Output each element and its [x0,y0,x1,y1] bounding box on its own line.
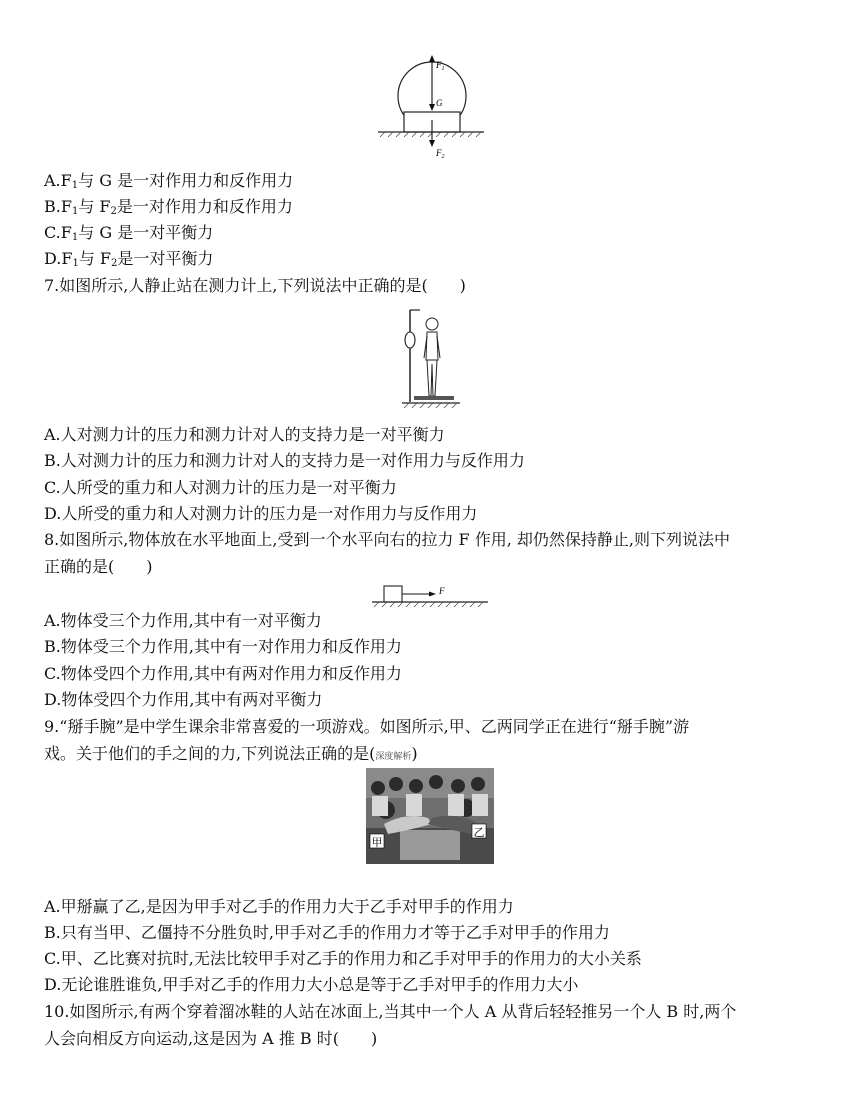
q6-option-a: $A.F_1$与 G 是一对作用力和反作用力 [44,171,294,191]
f2-arrowhead [429,140,435,147]
person-on-scale-figure [400,306,462,412]
body [426,332,438,360]
photo-label-yi: 乙 [473,826,485,839]
q10-stem-line1: 10.如图所示,有两个穿着溜冰鞋的人站在冰面上,当其中一个人 A 从背后轻轻推另一个人 B 时,两个 [44,1002,737,1021]
q7-option-a: A.人对测力计的压力和测力计对人的支持力是一对平衡力 [44,425,445,444]
q8-option-b: B.物体受三个力作用,其中有一对作用力和反作用力 [44,637,402,656]
head [426,318,438,330]
q9-stem-line1: 9.“掰手腕”是中学生课余非常喜爱的一项游戏。如图所示,甲、乙两同学正在进行“掰手腕”游 [44,717,690,736]
q6-option-d: $D.F_1$与 $F_2$是一对平衡力 [44,249,214,269]
f1-label: $F_1$ [436,60,445,72]
q9-analysis-note: 深度解析 [375,752,412,762]
arm-wrestling-table [400,830,460,860]
q9-option-d: D.无论谁胜谁负,甲手对乙手的作用力大小总是等于乙手对甲手的作用力大小 [44,975,579,994]
scale-dial [405,332,415,348]
block [384,586,402,602]
legs [427,360,437,396]
q8-stem-line1: 8.如图所示,物体放在水平地面上,受到一个水平向右的拉力 F 作用, 却仍然保持静止,则下列说法中 [44,530,730,549]
q7-option-c: C.人所受的重力和人对测力计的压力是一对平衡力 [44,478,397,497]
q8-option-d: D.物体受四个力作用,其中有两对平衡力 [44,690,323,709]
q7-option-d: D.人所受的重力和人对测力计的压力是一对作用力与反作用力 [44,504,478,523]
q7-stem: 7.如图所示,人静止站在测力计上,下列说法中正确的是( ) [44,276,466,295]
g-arrowhead [429,104,435,111]
arm-wrestling-photo [366,768,494,864]
ground-hatch [380,132,481,137]
f1-arrowhead [429,55,435,62]
q9-option-b: B.只有当甲、乙僵持不分胜负时,甲手对乙手的作用力才等于乙手对甲手的作用力 [44,923,610,942]
q8-stem-line2: 正确的是( ) [44,557,153,576]
force-arrowhead [429,592,436,597]
block-pulled-figure [370,582,490,610]
q9-stem-line2: 戏。关于他们的手之间的力,下列说法正确的是(深度解析) [44,744,418,763]
ball-on-stand-figure [370,44,490,168]
q9-option-c: C.甲、乙比赛对抗时,无法比较甲手对乙手的作用力和乙手对甲手的作用力的大小关系 [44,949,642,968]
force-label: F [439,586,445,596]
q8-option-c: C.物体受四个力作用,其中有两对作用力和反作用力 [44,664,402,683]
q6-option-c: $C.F_1$与 G 是一对平衡力 [44,223,214,243]
q8-option-a: A.物体受三个力作用,其中有一对平衡力 [44,611,322,630]
g-label: G [436,98,443,108]
scale-platform [414,396,454,400]
q10-stem-line2: 人会向相反方向运动,这是因为 A 推 B 时( ) [44,1029,378,1048]
q7-option-b: B.人对测力计的压力和测力计对人的支持力是一对作用力与反作用力 [44,451,525,470]
photo-label-jia: 甲 [371,836,383,849]
f2-label: $F_2$ [436,148,445,160]
q9-option-a: A.甲掰赢了乙,是因为甲手对乙手的作用力大于乙手对甲手的作用力 [44,897,514,916]
q6-option-b: $B.F_1$与 $F_2$是一对作用力和反作用力 [44,197,293,217]
